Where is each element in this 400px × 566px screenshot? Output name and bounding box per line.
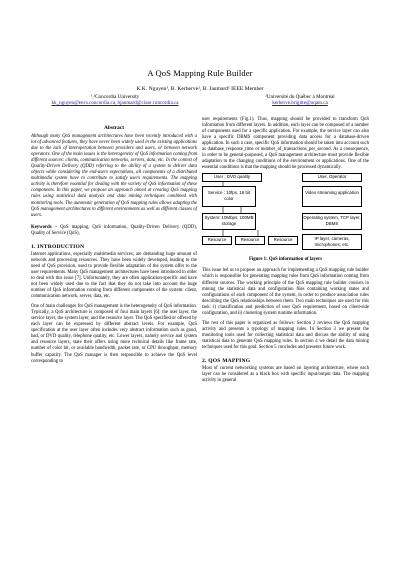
intro-paragraph-1: Internet applications, especially multimedia services, are demanding huge amount of network and processing resources. They have been widely developed, leading to the need of QoS provision, used to provide flexible adaptation of the system offer to the user requirements. Many QoS management architectures have been introduced in order to deal with this issue [7]. Unfortunately, they are often application-specific and have not been widely used due to the fact that they do not take into account the huge number of QoS information coming from different components of the system: client, communication network, server, data, etc. [31, 251, 197, 300]
box-system: System: 10Mbps, 100MB storage [202, 213, 256, 230]
affiliation-right-name: ²Université du Québec à Montréal [265, 94, 335, 100]
section-2-heading: 2. QOS MAPPING [202, 358, 251, 365]
box-user-operator: User, Operator [302, 173, 362, 182]
affiliation-left-email[interactable]: kk_nguyen@encs.concordia.ca, bjaumard@cisse.concordia.ca [51, 100, 179, 107]
right-column [202, 117, 369, 384]
right-paragraph-3: The rest of this paper is organized as follows: Section 2 reviews the QoS mapping activity and presents a typology of mapping rules. In Section 3 we present the monitoring tools used for collecting statistical data and discuss the ability of using statistical data to generate QoS mapping rules. In section 4 we detail the data mining techniques used for this goal. Section 5 concludes and presents future work. [202, 320, 369, 350]
box-ip-layer: IP layer, cameras, microphones, etc. [302, 234, 362, 250]
affiliation-right-email[interactable]: kerherve.brigitte@uqam.ca [272, 100, 328, 107]
box-resource-2: Resource [235, 236, 265, 245]
box-user-dvd: User : DVD quality [202, 173, 262, 182]
affiliation-right [225, 94, 375, 107]
abstract-text: Although many QoS management architectures have been recently introduced with a lot of advanced features, they have never been widely used in the existing applications due to the lack of interoperation between providers and users, or between network operators. One of the main issues is the heterogeneity of QoS information coming from different sources: clients, communication networks, servers, data, etc. In the context of Quality-Driven Delivery (QDD) referring to the ability of a system to deliver data objects while considering the end-users expectations, all components of a distributed multimedia system have to contribute to satisfy users requirements. The mapping activity is therefore essential for dealing with the variety of QoS information of these components. In this paper, we propose an approach aimed at creating QoS mapping rules using statistical data analysis and data mining techniques combined with monitoring tools. The automatic generation of QoS mapping rules allows adapting the QoS management architectures to different environments as well as different classes of users. [31, 134, 197, 218]
box-resource-3: Resource [268, 236, 298, 245]
box-service: Service : 10fps, 16 bit color [202, 186, 256, 207]
abstract-heading: Abstract [103, 125, 125, 131]
right-paragraph-2: This issue led us to propose an approach for implementing a QoS mapping rule builder which is responsible for generating mapping rules from QoS information coming from different sources. The working principle of the QoS mapping rule builder consists in mining the statistical data and configuration files containing working states and configurations of each component of the system, in order to produce association rules describing the QoS relationships between them. Two main techniques are used for this task: i) classification and prediction of user QoS requirement, based on client-side configuration, and ii) clustering system runtime information. [202, 268, 369, 316]
paper-title: A QoS Mapping Rule Builder [147, 68, 253, 78]
box-operating-system: Operating system, TCP layer, DBMS [302, 213, 362, 230]
affiliation-left-name: ¹,²Concordia University [90, 94, 140, 100]
keywords-text: – QoS mapping, QoS information, Quality-Driven Delivery (QDD), Quality of Service (QoS), [31, 224, 197, 236]
figure-caption: Figure 1: QoS information of layers [248, 257, 323, 263]
intro-paragraph-2: One of main challenges for QoS management is the heterogeneity of QoS information. Typically, a QoS architecture is composed of four main layers [6]: the user layer, the service layer, the system layer, and the resource layer. The QoS specified or offered by each layer can be expressed by different abstract levels. For example, QoS specification at the user layer often includes very abstract information such as good, bad, or DVD quality, telephone quality, etc. Lower layers, namely service and system and resource layers, state their offers using more technical details like frame rate, number of color bit, or available bandwidth, packet rate, or CPU throughput, memory buffer capacity. The QoS manager is then responsible to achieve the QoS level corresponding to [31, 304, 197, 364]
keywords-label: Keywords [31, 224, 52, 230]
left-column [31, 118, 197, 365]
box-resource-1: Resource [202, 236, 232, 245]
right-paragraph-1: user requirements (Fig.1). Thus, mapping should be provided to transform QoS information from different layers. In addition, each layer can be composed of a number of components used for a specific application. For example, the service layer can also have a specific DBMS component providing data access for a database-driven application. In such a case, specific QoS information should be taken into account such as database_response_time or number_of_transactions_per_second. As a consequence, in order to be general-purposed, a QoS management architecture must provide flexible adaptation to the changing conditions of the environment or applications. One of the essential conditions is that the mapping should be processed dynamically. [202, 117, 369, 171]
box-video-streaming: Video streaming application [302, 186, 362, 207]
affiliation-left [40, 94, 190, 107]
paper-authors: K.K. Nguyen¹, B. Kerherve², B. Jaumard¹ IEEE Member [136, 86, 264, 92]
figure-1 [202, 173, 369, 288]
right-paragraph-4: Most of current networking systems are based on layering architecture, where each layer can be considered as a black box with specific input/output data. The mapping activity in general [202, 366, 369, 384]
section-1-heading: 1. INTRODUCTION [31, 243, 85, 250]
keywords [31, 225, 197, 237]
